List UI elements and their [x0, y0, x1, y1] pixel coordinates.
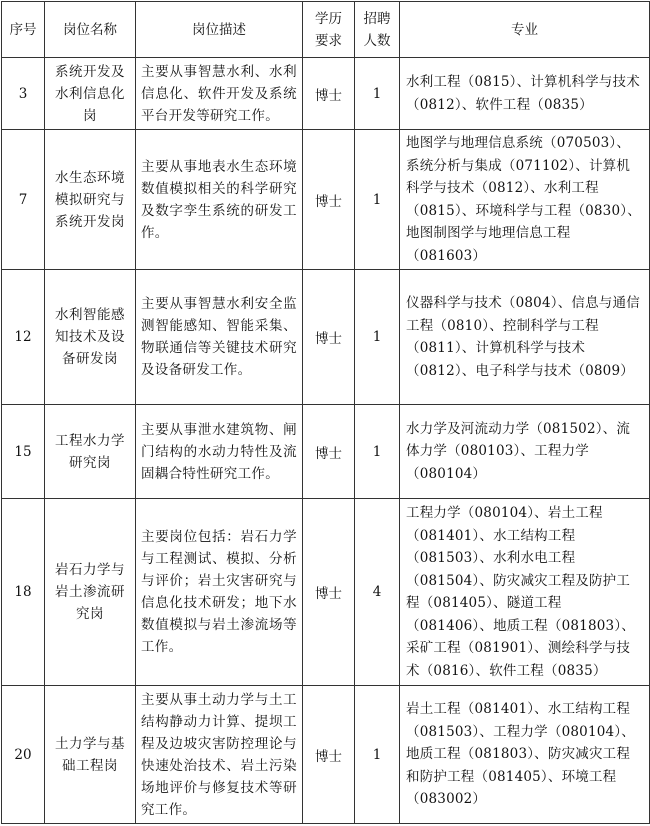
row-no: 20: [2, 686, 45, 824]
header-major: 专业: [400, 2, 650, 58]
row-position-name: 系统开发及水利信息化岗: [55, 63, 125, 124]
row-description: 主要从事泄水建筑物、闸门结构的水动力特性及流固耦合特性研究工作。: [141, 421, 297, 482]
row-count: 1: [355, 270, 400, 405]
row-major: 岩土工程（081401）、水工结构工程（081503）、工程力学（080104）、地质工程（081803）、防灾减灾工程和防护工程（081405）、环境工程（083002）: [406, 701, 635, 808]
row-major: 水力学及河流动力学（081502）、流体力学（080103）、工程力学（080104）: [406, 420, 631, 482]
row-count: 1: [355, 686, 400, 824]
row-education: 博士: [303, 499, 355, 686]
header-edu-line1: 学历: [315, 10, 342, 27]
row-education: 博士: [303, 58, 355, 130]
row-education: 博士: [303, 130, 355, 270]
header-count-line1: 招聘: [363, 10, 391, 27]
row-position-name: 水利智能感知技术及设备研发岗: [55, 307, 125, 367]
header-count: [355, 2, 400, 58]
row-no: 18: [2, 499, 45, 686]
row-no: 3: [2, 58, 45, 130]
table-row: [2, 58, 650, 130]
row-position-name: 工程水力学研究岗: [55, 432, 125, 471]
header-edu: [303, 2, 355, 58]
row-no: 15: [2, 405, 45, 499]
row-position-name: 土力学与基础工程岗: [55, 735, 125, 774]
row-no: 7: [2, 130, 45, 270]
row-count: 4: [355, 499, 400, 686]
row-no: 12: [2, 270, 45, 405]
table-row: [2, 686, 650, 824]
header-row: [2, 2, 650, 58]
row-major: 仪器科学与技术（0804）、信息与通信工程（0810）、控制科学与工程（0811）、计算机科学与技术（0812）、电子科学与技术（0809）: [406, 295, 640, 379]
row-description: 主要从事土动力学与土工结构静动力计算、提坝工程及边坡灾害防控理论与快速处治技术、岩土污染场地评价与修复技术等研究工作。: [141, 691, 297, 818]
table-row: [2, 130, 650, 270]
row-education: 博士: [303, 405, 355, 499]
row-education: 博士: [303, 686, 355, 824]
header-count-line2: 人数: [363, 32, 391, 49]
header-name: 岗位名称: [45, 2, 136, 58]
row-description: 主要岗位包括：岩石力学与工程测试、模拟、分析与评价；岩土灾害研究与信息化技术研发；地下水数值模拟与岩土渗流场等工作。: [141, 529, 297, 655]
row-major: 水利工程（0815）、计算机科学与技术（0812）、软件工程（0835）: [406, 74, 640, 113]
recruitment-table: [1, 1, 650, 824]
row-count: 1: [355, 405, 400, 499]
row-count: 1: [355, 130, 400, 270]
row-position-name: 岩石力学与岩土渗流研究岗: [55, 562, 125, 622]
row-position-name: 水生态环境模拟研究与系统开发岗: [55, 169, 125, 230]
header-desc: 岗位描述: [136, 2, 303, 58]
row-count: 1: [355, 58, 400, 130]
table-row: [2, 270, 650, 405]
row-description: 主要从事地表水生态环境数值模拟相关的科学研究及数字孪生系统的研发工作。: [141, 158, 297, 241]
header-no: 序号: [2, 2, 45, 58]
row-education: 博士: [303, 270, 355, 405]
row-description: 主要从事智慧水利安全监测智能感知、智能采集、物联通信等关键技术研究及设备研发工作。: [141, 296, 297, 378]
row-major: 地图学与地理信息系统（070503）、系统分析与集成（071102）、计算机科学与技术（0812）、水利工程（0815）、环境科学与工程（0830）、地图制图学与地理信息工程（081603）: [406, 135, 641, 264]
table-row: [2, 405, 650, 499]
header-edu-line2: 要求: [315, 32, 342, 49]
row-major: 工程力学（080104）、岩土工程（081401）、水工结构工程（081503）、水利水电工程（081504）、防灾减灾工程及防护工程（081405）、隧道工程（081406）、地质工程（081803）、采矿工程（081901）、测绘科学与技术（0816）、软件工程（0835）: [406, 505, 635, 679]
table-row: [2, 499, 650, 686]
row-description: 主要从事智慧水利、水利信息化、软件开发及系统平台开发等研究工作。: [141, 63, 297, 124]
